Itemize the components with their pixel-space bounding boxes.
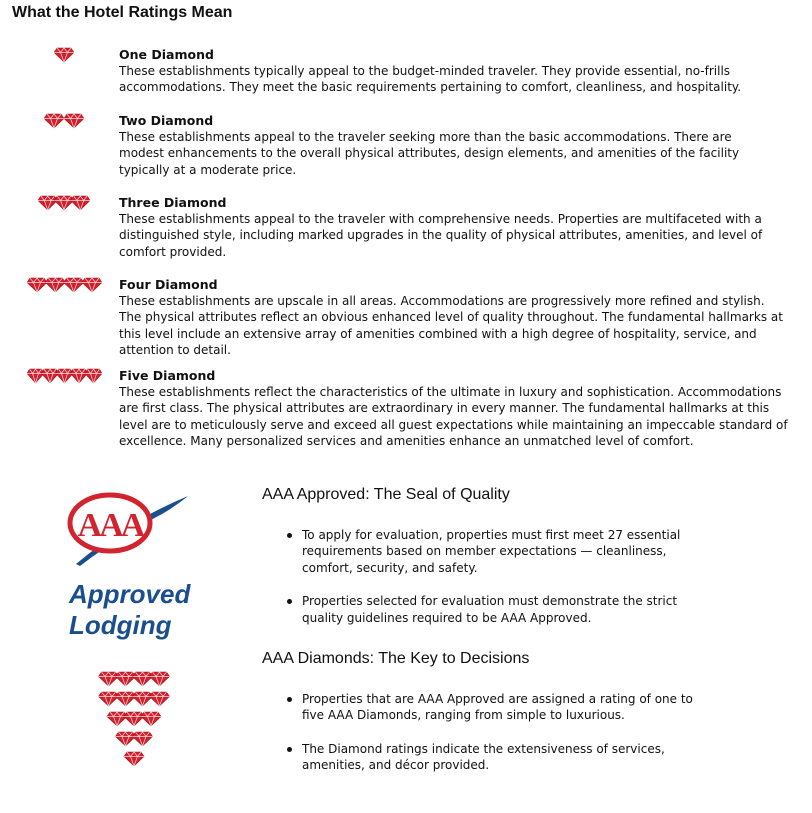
diamond-icon <box>133 672 153 686</box>
diamond-icon <box>64 278 84 292</box>
aaa-approved-logo <box>66 492 206 642</box>
diamond-icon <box>44 114 64 128</box>
rating-description: These establishments appeal to the traveler seeking more than the basic accommodations. There are modest enhancements to the overall physical attributes, design elements, and amenities of the facility typically at a moderate price. <box>119 130 740 177</box>
diamond-rating-icon <box>38 195 90 211</box>
svg-text:Approved: Approved <box>69 579 191 609</box>
rating-description: These establishments appeal to the traveler with comprehensive needs. Properties are multifaceted with a distinguished style, including marked upgrades in the quality of physical attributes, amenities, and level of comfort provided. <box>119 212 763 259</box>
diamond-icon <box>27 369 44 383</box>
rating-name: Two Diamond <box>119 113 214 128</box>
diamond-icon <box>64 114 84 128</box>
list-item: To apply for evaluation, properties must first meet 27 essential requirements based on member expectations — cleanliness, comfort, security, and safety. <box>285 527 715 576</box>
svg-text:AAA: AAA <box>77 507 143 544</box>
approved-section-title: AAA Approved: The Seal of Quality <box>262 486 510 503</box>
diamonds-section-title: AAA Diamonds: The Key to Decisions <box>262 650 530 667</box>
diamond-icon <box>141 712 161 726</box>
diamond-icon <box>99 672 119 686</box>
aaa-logo-icon <box>66 492 206 642</box>
diamond-icon <box>116 732 136 746</box>
diamond-rating-icon <box>44 113 84 129</box>
rating-name: Three Diamond <box>119 195 227 210</box>
diamond-pyramid-icon <box>92 670 176 774</box>
diamond-icon <box>54 196 73 210</box>
diamond-icon <box>27 278 47 292</box>
rating-description: These establishments typically appeal to the budget-minded traveler. They provide essential, no-frills accommodations. They meet the basic requirements pertaining to comfort, cleanliness, and hospitality. <box>119 64 742 95</box>
diamond-icon <box>56 369 73 383</box>
diamond-icon <box>150 672 170 686</box>
diamond-icon <box>45 278 65 292</box>
list-item: Properties selected for evaluation must demonstrate the strict quality guidelines required to be AAA Approved. <box>285 593 715 626</box>
diamond-icon <box>71 369 88 383</box>
diamond-icon <box>116 692 136 706</box>
rating-description: These establishments are upscale in all areas. Accommodations are progressively more refined and stylish. The physical attributes reflect an obvious enhanced level of quality throughout. The fundamental hallmarks at this level include an extensive array of amenities combined with a high degree of hospitality, service, and attention to detail. <box>119 294 783 358</box>
diamond-icon <box>150 692 170 706</box>
diamond-icon <box>116 672 136 686</box>
diamond-icon <box>54 48 74 62</box>
diamond-icon <box>38 196 57 210</box>
diamond-rating-icon <box>54 47 74 63</box>
rating-name: Five Diamond <box>119 368 216 383</box>
diamond-icon <box>85 369 102 383</box>
diamond-rating-icon <box>27 277 102 293</box>
page-title: What the Hotel Ratings Mean <box>12 4 233 21</box>
diamond-icon <box>107 712 127 726</box>
diamond-icon <box>124 712 144 726</box>
approved-bullet-list <box>285 527 715 643</box>
diamonds-bullet-list <box>285 691 705 791</box>
svg-text:Lodging: Lodging <box>69 610 172 640</box>
rating-name: One Diamond <box>119 47 214 62</box>
diamond-icon <box>124 752 144 766</box>
rating-description: These establishments reflect the characteristics of the ultimate in luxury and sophistication. Accommodations are first class. The physical attributes are extraordinary in every manner. The fundamental hallmarks at this level are to meticulously serve and exceed all guest expectations while maintaining an impeccable standard of excellence. Many personalized services and amenities enhance an unmatched level of comfort. <box>119 385 788 449</box>
diamond-rating-icon <box>27 368 102 384</box>
diamond-icon <box>133 732 153 746</box>
diamond-icon <box>82 278 102 292</box>
diamond-icon <box>42 369 59 383</box>
rating-name: Four Diamond <box>119 277 218 292</box>
list-item: Properties that are AAA Approved are assigned a rating of one to five AAA Diamonds, ranging from simple to luxurious. <box>285 691 705 724</box>
diamond-icon <box>71 196 90 210</box>
list-item: The Diamond ratings indicate the extensiveness of services, amenities, and décor provided. <box>285 741 705 774</box>
diamond-icon <box>99 692 119 706</box>
diamond-icon <box>133 692 153 706</box>
